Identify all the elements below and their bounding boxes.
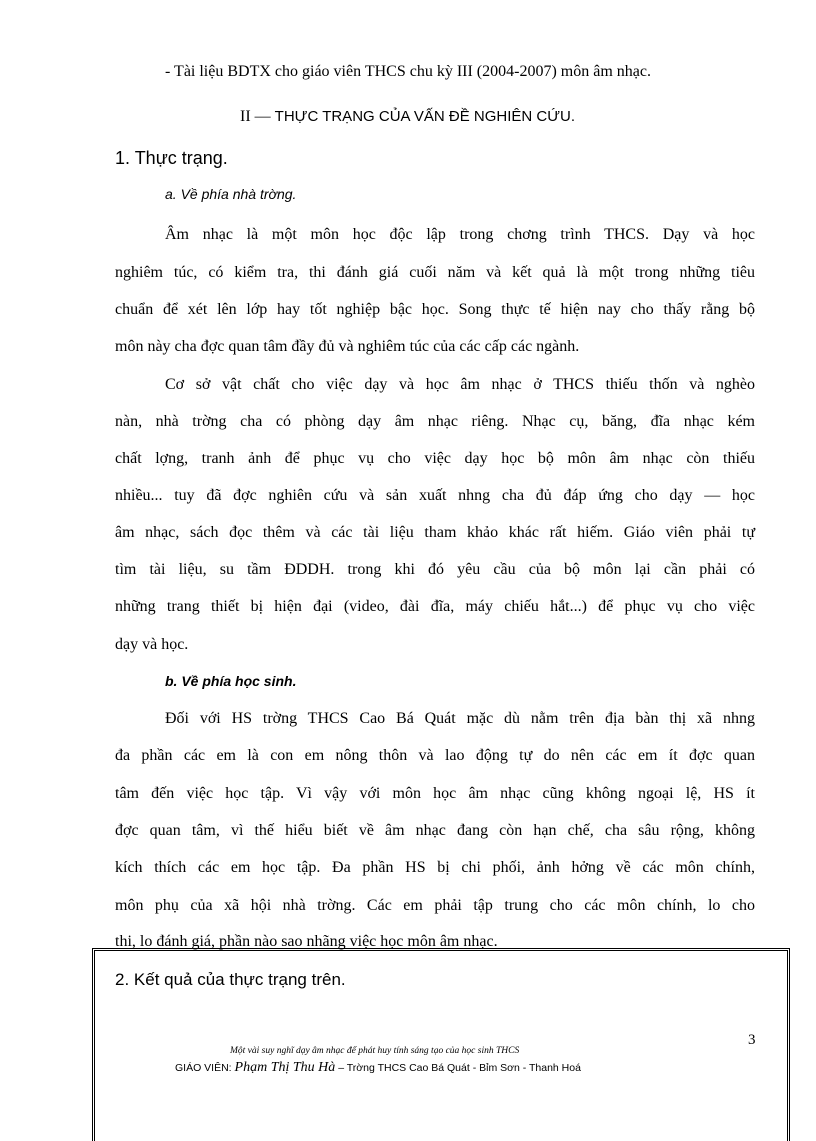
reference-line: - Tài liệu BDTX cho giáo viên THCS chu kỳ III (2004-2007) môn âm nhạc. xyxy=(165,63,651,80)
paragraph-line: kích thích các em học tập. Đa phần HS bị chi phối, ảnh hởng về các môn chính, xyxy=(115,859,755,876)
footer-topic: Một vài suy nghĩ dạy âm nhạc để phát huy tính sáng tạo của học sinh THCS xyxy=(230,1046,520,1056)
paragraph-line: Cơ sở vật chất cho việc dạy và học âm nhạc ở THCS thiếu thốn và nghèo xyxy=(165,376,755,393)
paragraph-line: âm nhạc, sách đọc thêm và các tài liệu tham khảo khác rất hiếm. Giáo viên phải tự xyxy=(115,524,755,541)
footer-school: – Trờng THCS Cao Bá Quát - Bỉm Sơn - Thanh Hoá xyxy=(338,1062,581,1074)
heading-thuc-trang: 1. Thực trạng. xyxy=(115,148,228,168)
paragraph-line: Đối với HS trờng THCS Cao Bá Quát mặc dù nằm trên địa bàn thị xã nhng xyxy=(165,710,755,727)
paragraph-line: nghiêm túc, có kiểm tra, thi đánh giá cuối năm và kết quả là một trong những tiêu xyxy=(115,264,755,281)
section-title: THỰC TRẠNG CỦA VẤN ĐỀ NGHIÊN CỨU. xyxy=(274,108,576,125)
paragraph-line: thi, lo đánh giá, phần nào sao nhãng việc học môn âm nhạc. xyxy=(115,933,498,950)
paragraph-line: môn phụ của xã hội nhà trờng. Các em phải tập trung cho các môn chính, lo cho xyxy=(115,897,755,914)
paragraph-line: chuẩn để xét lên lớp hay tốt nghiệp bậc học. Song thực tế hiện nay cho thấy rằng bộ xyxy=(115,301,755,318)
paragraph-line: Âm nhạc là một môn học độc lập trong chơng trình THCS. Dạy và học xyxy=(165,226,755,243)
paragraph-line: tâm đến việc học tập. Vì vậy với môn học âm nhạc cũng không ngoại lệ, HS ít xyxy=(115,785,755,802)
paragraph-line: môn này cha đợc quan tâm đầy đủ và nghiêm túc của các cấp các ngành. xyxy=(115,338,580,355)
paragraph-line: chất lợng, tranh ảnh để phục vụ cho việc dạy học bộ môn âm nhạc còn thiếu xyxy=(115,450,755,467)
footer-teacher-name: Phạm Thị Thu Hà xyxy=(234,1060,336,1075)
paragraph-line: những trang thiết bị hiện đại (video, đài đĩa, máy chiếu hắt...) để phục vụ cho việc xyxy=(115,598,755,615)
subheading-nha-truong: a. Về phía nhà trờng. xyxy=(165,186,297,202)
paragraph-line: nàn, nhà trờng cha có phòng dạy âm nhạc riêng. Nhạc cụ, băng, đĩa nhạc kém xyxy=(115,413,755,430)
page-number: 3 xyxy=(748,1032,756,1048)
paragraph-line: tìm tài liệu, su tầm ĐDDH. trong khi đó yêu cầu của bộ môn lại cần phải có xyxy=(115,561,755,578)
paragraph-line: đợc quan tâm, vì thế hiểu biết về âm nhạc đang còn hạn chế, cha sâu rộng, không xyxy=(115,822,755,839)
paragraph-line: dạy và học. xyxy=(115,636,189,653)
footer-author xyxy=(175,1060,581,1076)
footer-teacher-label: GIÁO VIÊN: xyxy=(175,1062,232,1074)
section-heading xyxy=(240,108,575,126)
paragraph-line: đa phần các em là con em nông thôn và lao động tự do nên các em ít đợc quan xyxy=(115,747,755,764)
section-numeral: II — xyxy=(240,108,271,125)
heading-ket-qua: 2. Kết quả của thực trạng trên. xyxy=(115,970,346,989)
paragraph-line: nhiều... tuy đã đợc nghiên cứu và sản xuất nhng cha đủ đáp ứng cho dạy — học xyxy=(115,487,755,504)
subheading-hoc-sinh: b. Về phía học sinh. xyxy=(165,673,297,689)
